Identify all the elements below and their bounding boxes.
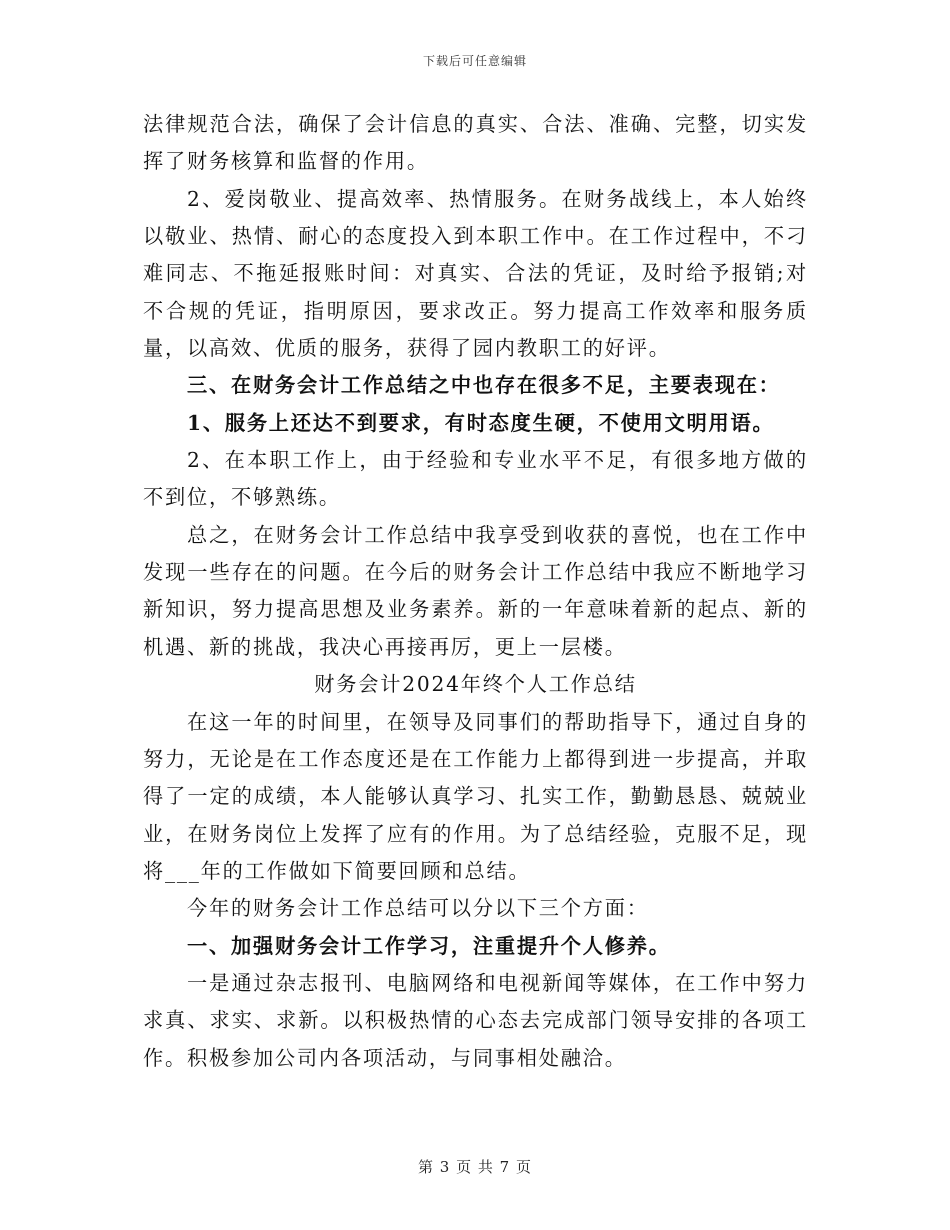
paragraph-aspects: 今年的财务会计工作总结可以分以下三个方面： xyxy=(187,896,649,921)
page-number: 第 3 页 共 7 页 xyxy=(418,1158,532,1176)
paragraph-dedication: 2、爱岗敬业、提高效率、热情服务。在财务战线上，本人始终以敬业、热情、耐心的态度投入到本职工作中。在工作过程中，不刁难同志、不拖延报账时间：对真实、合法的凭证，及时给予报销;对不合规的凭证，指明原因，要求改正。努力提高工作效率和服务质量，以高效、优质的服务，获得了园内教职工的好评。 xyxy=(143,186,808,361)
document-title: 财务会计2024年终个人工作总结 xyxy=(314,672,637,697)
section-heading-study: 一、加强财务会计工作学习，注重提升个人修养。 xyxy=(187,933,671,958)
paragraph-intro: 在这一年的时间里，在领导及同事们的帮助指导下，通过自身的努力，无论是在工作态度还是在工作能力上都得到进一步提高，并取得了一定的成绩，本人能够认真学习、扎实工作，勤勤恳恳、兢兢业业，在财务岗位上发挥了应有的作用。为了总结经验，克服不足，现将___年的工作做如下简要回顾和总结。 xyxy=(143,709,808,883)
shortcoming-item-2: 2、在本职工作上，由于经验和专业水平不足，有很多地方做的不到位，不够熟练。 xyxy=(143,448,808,510)
section-heading-shortcomings: 三、在财务会计工作总结之中也存在很多不足，主要表现在： xyxy=(187,373,781,398)
document-body xyxy=(143,106,808,1077)
paragraph-study-detail: 一是通过杂志报刊、电脑网络和电视新闻等媒体，在工作中努力求真、求实、求新。以积极热情的心态去完成部门领导安排的各项工作。积极参加公司内各项活动，与同事相处融洽。 xyxy=(143,970,808,1070)
page-header: 下载后可任意编辑 xyxy=(422,54,527,68)
shortcoming-item-1: 1、服务上还达不到要求，有时态度生硬，不使用文明用语。 xyxy=(187,410,775,435)
paragraph-conclusion: 总之，在财务会计工作总结中我享受到收获的喜悦，也在工作中发现一些存在的问题。在今后的财务会计工作总结中我应不断地学习新知识，努力提高思想及业务素养。新的一年意味着新的起点、新的机遇、新的挑战，我决心再接再厉，更上一层楼。 xyxy=(143,522,808,659)
paragraph-continuation: 法律规范合法，确保了会计信息的真实、合法、准确、完整，切实发挥了财务核算和监督的作用。 xyxy=(143,112,808,174)
